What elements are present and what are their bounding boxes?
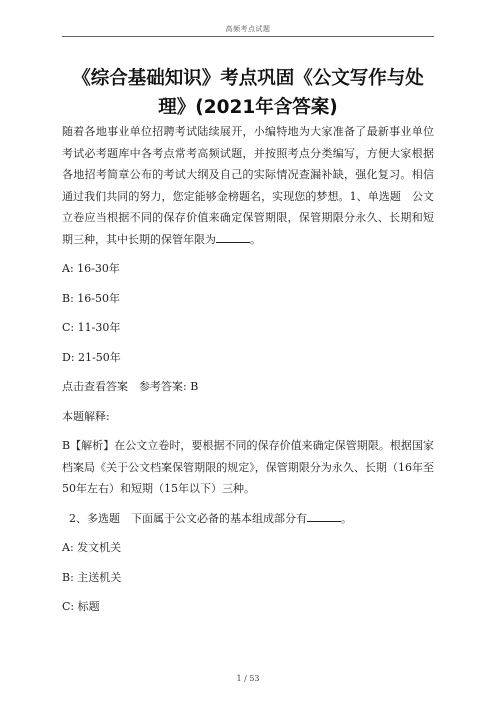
header-divider — [62, 36, 434, 37]
question-2-stem — [62, 508, 434, 530]
question-2-text: 2、多选题 下面属于公文必备的基本组成部分有 — [69, 511, 307, 525]
title-line-2: 理》(2021年含答案) — [158, 97, 338, 118]
answer-line[interactable]: 点击查看答案 参考答案: B — [62, 380, 199, 393]
page-number: 1 / 53 — [236, 674, 260, 683]
document-title — [62, 64, 434, 122]
title-line-1: 《综合基础知识》考点巩固《公文写作与处 — [72, 68, 424, 89]
question-2-stem-end: 。 — [341, 511, 352, 525]
document-body — [62, 121, 434, 618]
question-2-option-a: A: 发文机关 — [62, 541, 122, 554]
question-1-option-b: B: 16-50年 — [62, 291, 120, 305]
answer-blank-2 — [307, 509, 341, 522]
intro-text: 随着各地事业单位招聘考试陆续展开，小编特地为大家准备了最新事业单位考试必考题库中各考点常考高频试题，并按照考点分类编写，方便大家根据各地招考简章公布的考试大纲及自己的实际情况查漏补缺，强化复习。相信通过我们共同的努力，您定能够金榜题名，实现您的梦想。 — [62, 125, 434, 203]
question-2-option-c: C: 标题 — [62, 600, 100, 613]
question-1-option-c: C: 11-30年 — [62, 321, 121, 334]
question-1-option-a: A: 16-30年 — [62, 262, 120, 275]
question-1-option-d: D: 21-50年 — [62, 350, 121, 364]
intro-paragraph — [62, 121, 434, 250]
question-2-option-b: B: 主送机关 — [62, 570, 122, 584]
answer-blank — [216, 230, 250, 243]
analysis-label: 本题解释: — [62, 409, 110, 423]
question-1-stem: 1、单选题 公文立卷应当根据不同的保存价值来确定保管期限，保管期限分永久、长期和短期三种，其中长期的保管年限为 — [62, 189, 435, 246]
analysis-paragraph: B【解析】在公文立卷时，要根据不同的保存价值来确定保管期限。根据国家档案局《关于公文档案保管期限的规定》，保管期限分为永久、长期（16年至50年左右）和短期（15年以下）三种。 — [62, 439, 434, 495]
running-header: 高频考点试题 — [225, 25, 271, 33]
question-1-stem-end: 。 — [250, 232, 261, 246]
